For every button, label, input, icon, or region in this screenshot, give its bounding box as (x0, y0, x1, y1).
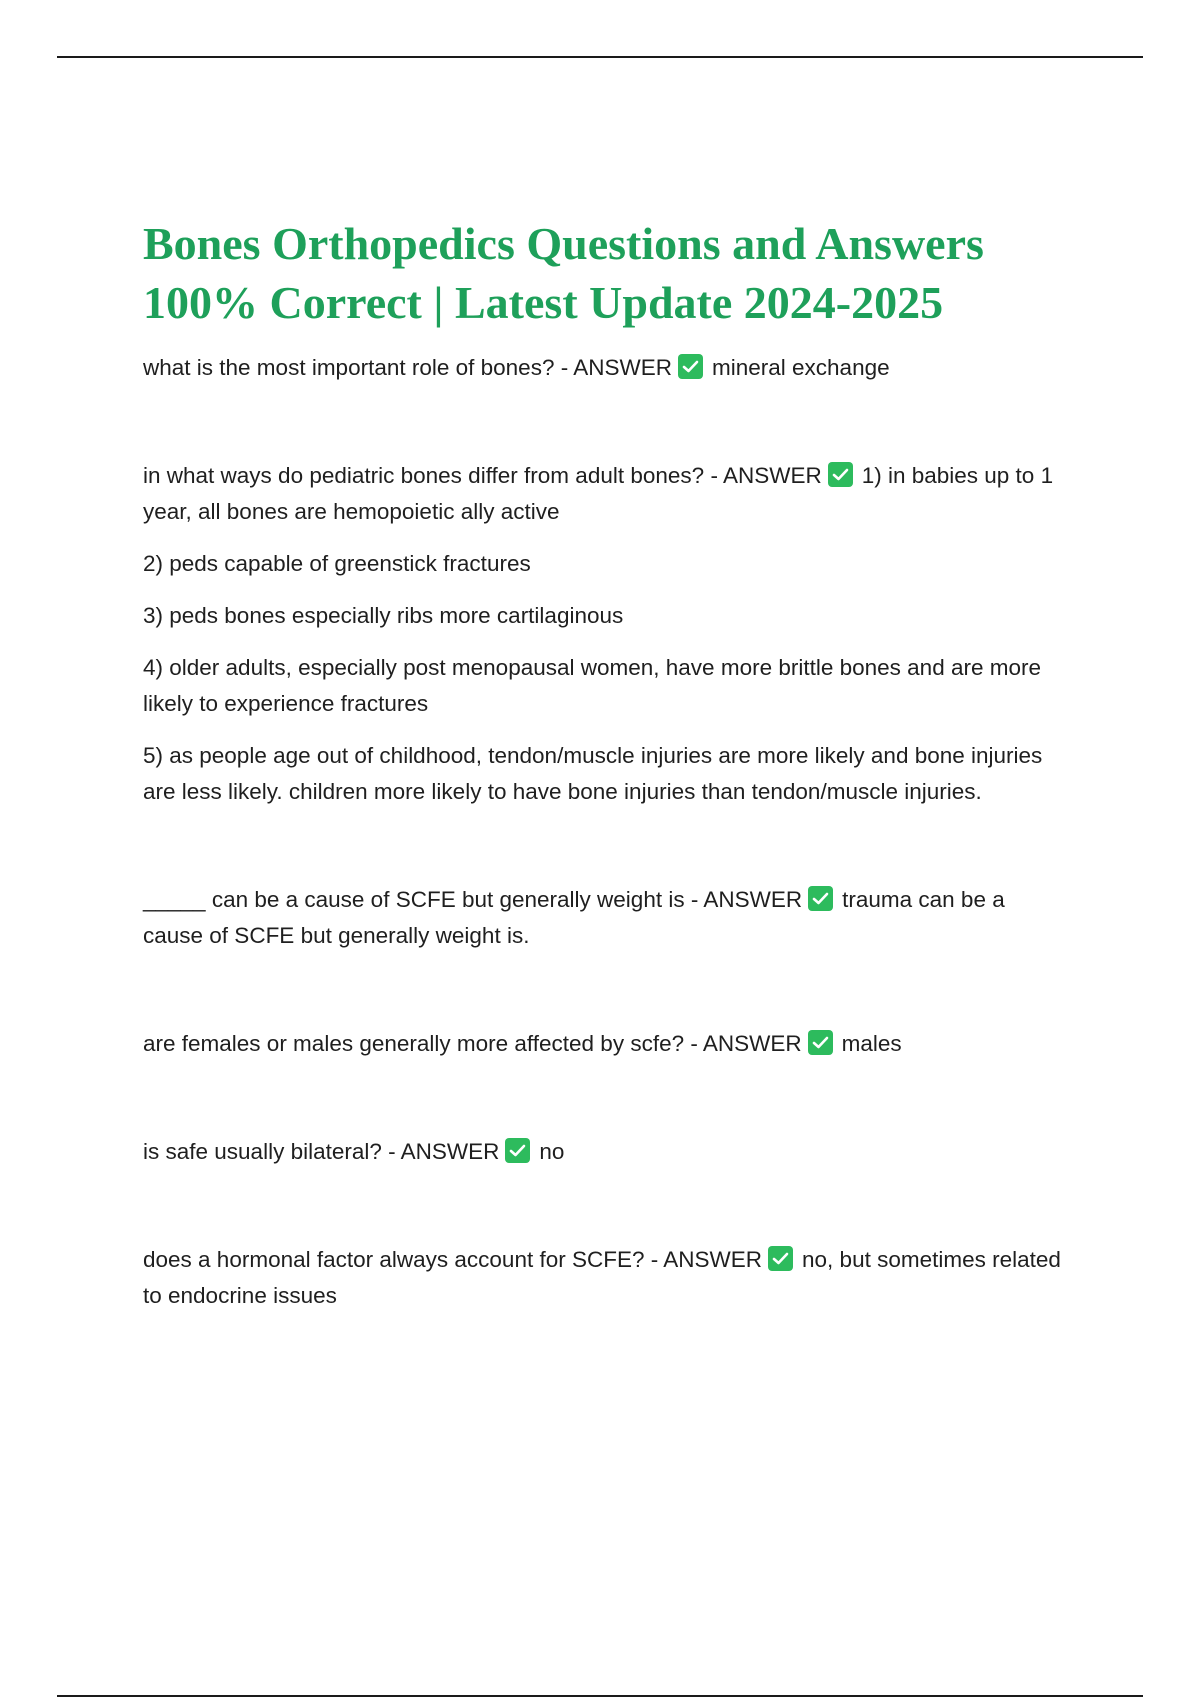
answer-marker: - ANSWER (650, 1247, 763, 1272)
qa-item (143, 1242, 1068, 1314)
document-title (143, 214, 1068, 332)
answer-marker: - ANSWER (710, 463, 822, 488)
check-square-icon (808, 886, 833, 911)
answer-marker: - ANSWER (690, 1031, 802, 1056)
question-text: in what ways do pediatric bones differ from adult bones? (143, 463, 705, 488)
document-body (143, 214, 1068, 1314)
check-square-icon (808, 1030, 833, 1055)
answer-marker: - ANSWER (690, 887, 803, 912)
answer-paragraph: 5) as people age out of childhood, tendon/muscle injuries are more likely and bone injuries are less likely. children more likely to have bone injuries than tendon/muscle injuries. (143, 743, 1043, 804)
question-text: what is the most important role of bones? (143, 355, 555, 380)
qa-item (143, 882, 1068, 954)
answer-paragraph: 4) older adults, especially post menopausal women, have more brittle bones and are more likely to experience fractures (143, 655, 1041, 716)
qa-item (143, 350, 1068, 386)
answer-marker: - ANSWER (560, 355, 672, 380)
answer-text: males (841, 1031, 902, 1056)
question-text: are females or males generally more affected by scfe? (143, 1031, 685, 1056)
question-text: is safe usually bilateral? (143, 1139, 382, 1164)
top-rule (57, 56, 1143, 58)
title-line-2: 100% Correct | Latest Update 2024-2025 (143, 277, 944, 328)
answer-text: no (539, 1139, 565, 1164)
answer-marker: - ANSWER (388, 1139, 500, 1164)
answer-text: trauma can be a cause of SCFE but generally weight is. (143, 887, 1005, 948)
bottom-rule (57, 1695, 1143, 1697)
check-square-icon (505, 1138, 530, 1163)
check-square-icon (678, 354, 703, 379)
qa-item (143, 1134, 1068, 1170)
qa-item (143, 458, 1068, 530)
qa-item (143, 1026, 1068, 1062)
answer-paragraph: 3) peds bones especially ribs more cartilaginous (143, 603, 624, 628)
answer-paragraph: 2) peds capable of greenstick fractures (143, 551, 531, 576)
check-square-icon (768, 1246, 793, 1271)
title-line-1: Bones Orthopedics Questions and Answers (143, 218, 984, 269)
answer-text: 1) in babies up to 1 year, all bones are hemopoietic ally active (143, 463, 1054, 524)
check-square-icon (828, 462, 853, 487)
answer-text: mineral exchange (712, 355, 890, 380)
question-text: _____ can be a cause of SCFE but generally weight is (143, 887, 685, 912)
question-text: does a hormonal factor always account for SCFE? (143, 1247, 645, 1272)
answer-text: no, but sometimes related to endocrine issues (143, 1247, 1061, 1308)
